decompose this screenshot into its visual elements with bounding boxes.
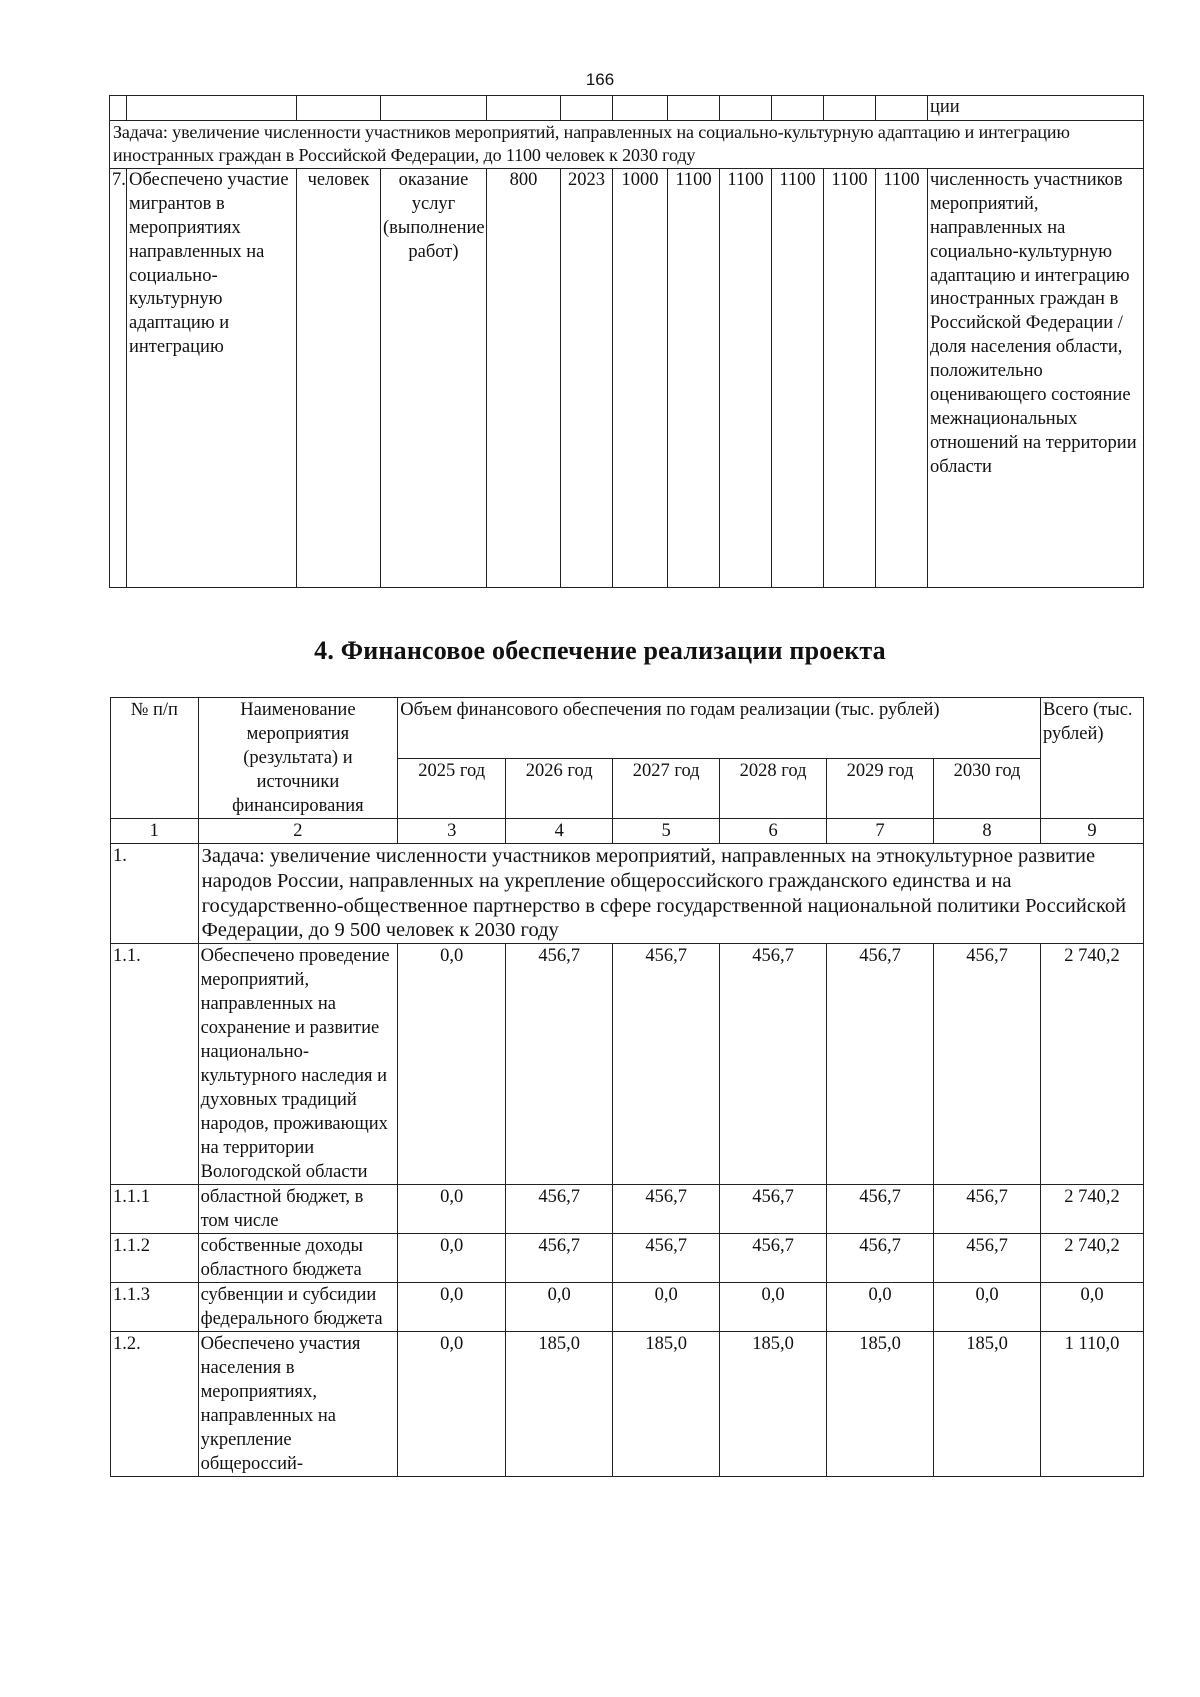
value-cell: 1100 [876, 168, 928, 587]
task-row [111, 844, 1144, 944]
task-text: Задача: увеличение численности участников мероприятий, направленных на этнокультурное развитие народов России, направленных на укрепление общероссийского гражданского единства и на государственно-общественное партнерство в сфере государственной национальной политики Российской Федерации, до 9 500 человек к 2030 году [198, 844, 1143, 944]
value-cell: 0,0 [934, 1283, 1041, 1332]
value-cell: 456,7 [613, 1234, 720, 1283]
header-row [111, 698, 1144, 759]
total-cell: 2 740,2 [1041, 1185, 1144, 1234]
value-cell: 1000 [613, 168, 668, 587]
value-cell: 456,7 [934, 944, 1041, 1185]
column-number: 9 [1041, 819, 1144, 844]
row-number: 1.1.2 [111, 1234, 199, 1283]
value-cell: 0,0 [720, 1283, 827, 1332]
value-cell: 456,7 [720, 944, 827, 1185]
value-cell: 185,0 [934, 1332, 1041, 1477]
value-cell: 0,0 [398, 1283, 506, 1332]
table-row [111, 1234, 1144, 1283]
value-cell: 0,0 [398, 1234, 506, 1283]
row-name: Обеспечено участия населения в мероприятиях, направленных на укрепление общероссий- [198, 1332, 398, 1477]
column-numbers-row [111, 819, 1144, 844]
header-total: Всего (тыс. рублей) [1041, 698, 1144, 819]
task-number: 1. [111, 844, 199, 944]
value-cell: 456,7 [506, 1234, 613, 1283]
value-cell: 456,7 [720, 1234, 827, 1283]
header-fragment: ции [928, 96, 1144, 121]
row-number: 1.1.3 [111, 1283, 199, 1332]
column-number: 2 [198, 819, 398, 844]
indicator-name: Обеспечено участие мигрантов в мероприятиях направленных на социально-культурную адаптацию и интеграцию [127, 168, 297, 587]
indicator-description: численность участников мероприятий, направленных на социально-культурную адаптацию и интеграцию иностранных граждан в Российской Федерации / доля населения области, положительно оценивающего состояние межнациональных отношений на территории области [928, 168, 1144, 587]
value-cell: 185,0 [827, 1332, 934, 1477]
total-cell: 2 740,2 [1041, 944, 1144, 1185]
table-row [110, 168, 1144, 587]
column-number: 1 [111, 819, 199, 844]
value-cell: 456,7 [827, 944, 934, 1185]
column-number: 8 [934, 819, 1041, 844]
unit-cell: человек [297, 168, 381, 587]
value-cell: 0,0 [398, 1332, 506, 1477]
header-year: 2027 год [613, 758, 720, 819]
type-cell: оказание услуг (выполнение работ) [381, 168, 487, 587]
total-cell: 0,0 [1041, 1283, 1144, 1332]
header-name: Наименование мероприятия (результата) и источники финансирования [198, 698, 398, 819]
header-year: 2029 год [827, 758, 934, 819]
row-number: 1.1.1 [111, 1185, 199, 1234]
value-cell: 0,0 [506, 1283, 613, 1332]
value-cell: 456,7 [934, 1234, 1041, 1283]
indicators-table [109, 95, 1144, 588]
value-cell: 0,0 [613, 1283, 720, 1332]
header-volume: Объем финансового обеспечения по годам реализации (тыс. рублей) [398, 698, 1041, 759]
base-year-cell: 2023 [561, 168, 613, 587]
value-cell: 1100 [720, 168, 772, 587]
column-number: 5 [613, 819, 720, 844]
header-year: 2030 год [934, 758, 1041, 819]
value-cell: 0,0 [398, 944, 506, 1185]
value-cell: 0,0 [827, 1283, 934, 1332]
value-cell: 456,7 [506, 944, 613, 1185]
row-number: 7. [110, 168, 127, 587]
value-cell: 456,7 [613, 944, 720, 1185]
page-number: 166 [585, 70, 615, 89]
total-cell: 2 740,2 [1041, 1234, 1144, 1283]
row-name: Обеспечено проведение мероприятий, направленных на сохранение и развитие национально-культурного наследия и духовных традиций народов, проживающих на территории Вологодской области [198, 944, 398, 1185]
column-number: 7 [827, 819, 934, 844]
header-year: 2028 год [720, 758, 827, 819]
value-cell: 456,7 [934, 1185, 1041, 1234]
value-cell: 1100 [668, 168, 720, 587]
value-cell: 1100 [824, 168, 876, 587]
column-number: 4 [506, 819, 613, 844]
value-cell: 456,7 [827, 1185, 934, 1234]
row-name: собственные доходы областного бюджета [198, 1234, 398, 1283]
value-cell: 456,7 [827, 1234, 934, 1283]
row-number: 1.2. [111, 1332, 199, 1477]
base-value-cell: 800 [487, 168, 561, 587]
financing-table [110, 697, 1144, 1477]
table-row [111, 1332, 1144, 1477]
table-row [111, 1185, 1144, 1234]
value-cell: 185,0 [613, 1332, 720, 1477]
total-cell: 1 110,0 [1041, 1332, 1144, 1477]
column-number: 6 [720, 819, 827, 844]
table-row [111, 944, 1144, 1185]
value-cell: 185,0 [720, 1332, 827, 1477]
value-cell: 1100 [772, 168, 824, 587]
value-cell: 185,0 [506, 1332, 613, 1477]
row-name: субвенции и субсидии федерального бюджета [198, 1283, 398, 1332]
value-cell: 0,0 [398, 1185, 506, 1234]
table-row [111, 1283, 1144, 1332]
task-text: Задача: увеличение численности участников мероприятий, направленных на социально-культурную адаптацию и интеграцию иностранных граждан в Российской Федерации, до 1100 человек к 2030 году [110, 120, 1144, 168]
task-row [110, 120, 1144, 168]
value-cell: 456,7 [613, 1185, 720, 1234]
section-title: 4. Финансовое обеспечение реализации проекта [314, 636, 886, 665]
value-cell: 456,7 [506, 1185, 613, 1234]
row-name: областной бюджет, в том числе [198, 1185, 398, 1234]
row-number: 1.1. [111, 944, 199, 1185]
header-year: 2025 год [398, 758, 506, 819]
table-row [110, 96, 1144, 121]
column-number: 3 [398, 819, 506, 844]
header-num: № п/п [111, 698, 199, 819]
header-year: 2026 год [506, 758, 613, 819]
value-cell: 456,7 [720, 1185, 827, 1234]
